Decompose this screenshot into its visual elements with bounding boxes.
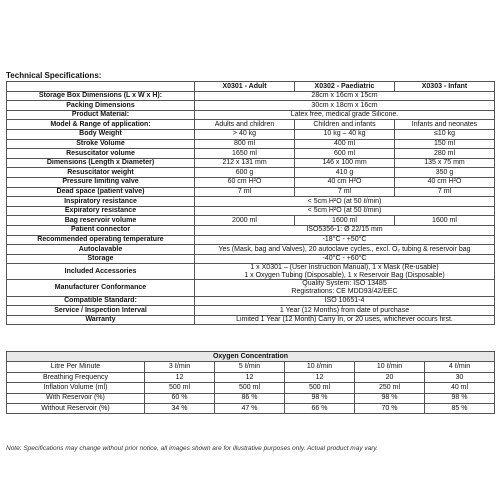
oxygen-header: 3 ℓ/min	[145, 362, 215, 372]
oxygen-row	[7, 372, 495, 382]
spec-row	[7, 235, 495, 245]
spec-value-multiline	[195, 280, 495, 296]
oxygen-row	[7, 403, 495, 413]
oxygen-header: 4 ℓ/min	[425, 362, 495, 372]
oxygen-value: 98 %	[425, 393, 495, 403]
spec-value: ISO 10651-4	[195, 296, 495, 306]
spec-label: Warranty	[7, 315, 195, 325]
spec-value: 410 g	[295, 168, 395, 178]
model-header: X0301 - Adult	[195, 82, 295, 92]
spec-row	[7, 110, 495, 120]
oxygen-value: 98 %	[355, 393, 425, 403]
spec-label: Body Weight	[7, 129, 195, 139]
spec-value: 10 kg – 40 kg	[295, 129, 395, 139]
model-header: X0302 - Paediatric	[295, 82, 395, 92]
spec-label: Manufacturer Conformance	[7, 280, 195, 296]
spec-label: Dead space (patient valve)	[7, 187, 195, 197]
spec-row	[7, 197, 495, 207]
spec-value: 1600 ml	[395, 216, 495, 226]
spec-value: 212 x 131 mm	[195, 158, 295, 168]
spec-row	[7, 91, 495, 101]
oxygen-value: 20	[355, 372, 425, 382]
spec-label: Product Material:	[7, 110, 195, 120]
spec-value: 7 ml	[195, 187, 295, 197]
oxygen-label: Inflation Volume (ml)	[7, 383, 145, 393]
spec-label: Stroke Volume	[7, 139, 195, 149]
oxygen-row	[7, 383, 495, 393]
spec-value: 7 ml	[395, 187, 495, 197]
oxygen-value: 30	[425, 372, 495, 382]
spec-value: 2000 ml	[195, 216, 295, 226]
spec-row	[7, 206, 495, 216]
oxygen-title: Oxygen Concentration	[7, 352, 495, 362]
spec-value: Infants and neonates	[395, 120, 495, 130]
spec-line: 1 x X0301 – (User Instruction Manual), 1 x Mask (Re-usable)	[250, 264, 439, 272]
spec-row	[7, 245, 495, 255]
spec-label: Storage Box Dimensions (L x W x H):	[7, 91, 195, 101]
spec-table	[6, 81, 495, 325]
spec-value: ISO5356-1: Ø 22/15 mm	[195, 225, 495, 235]
spec-row	[7, 187, 495, 197]
spec-row	[7, 216, 495, 226]
spec-value: 1 Year (12 Months) from date of purchase	[195, 306, 495, 316]
spec-value: 30cm x 18cm x 16cm	[195, 101, 495, 111]
oxygen-value: 85 %	[425, 403, 495, 413]
spec-line: 1 x Oxygen Tubing (Disposable), 1 x Reservoir Bag (Disposable)	[244, 271, 445, 279]
spec-row-standard	[7, 296, 495, 306]
spec-row	[7, 168, 495, 178]
spec-value: 800 ml	[195, 139, 295, 149]
spec-row-warranty	[7, 315, 495, 325]
spec-value: ≤10 kg	[395, 129, 495, 139]
oxygen-header: 10 ℓ/min	[355, 362, 425, 372]
spec-value: 135 x 75 mm	[395, 158, 495, 168]
spec-value: Latex free, medical grade Silicone.	[195, 110, 495, 120]
spec-value: Children and infants	[295, 120, 395, 130]
oxygen-value: 86 %	[215, 393, 285, 403]
spec-value: 280 ml	[395, 149, 495, 159]
spec-label: Resuscitator volume	[7, 149, 195, 159]
spec-line: Registrations: CE MDD93/42/EEC	[291, 288, 398, 296]
spec-value: 600 ml	[295, 149, 395, 159]
spec-value: 150 ml	[395, 139, 495, 149]
spec-row	[7, 101, 495, 111]
oxygen-value: 98 %	[285, 393, 355, 403]
spec-label: Included Accessories	[7, 264, 195, 280]
spec-label: Resuscitator weight	[7, 168, 195, 178]
spec-value: Yes (Mask, bag and Valves), 20 autoclave cycles., excl. O₂ tubing & reservoir bag	[195, 245, 495, 255]
oxygen-value: 500 ml	[145, 383, 215, 393]
spec-value: 350 g	[395, 168, 495, 178]
spec-label: Model & Range of application:	[7, 120, 195, 130]
spec-value: 600 g	[195, 168, 295, 178]
spec-value: < 5cm H²O (at 50 ℓ/min)	[195, 197, 495, 207]
spec-label: Expiratory resistance	[7, 206, 195, 216]
oxygen-row	[7, 393, 495, 403]
spec-row	[7, 254, 495, 264]
spec-value: 40 cm H²O	[395, 177, 495, 187]
spec-value: 40 cm H²O	[295, 177, 395, 187]
spec-label: Service / Inspection Interval	[7, 306, 195, 316]
spec-value: -18°C - +50°C	[195, 235, 495, 245]
spec-value: 28cm x 16cm x 15cm	[195, 91, 495, 101]
spec-label: Recommended operating temperature	[7, 235, 195, 245]
spec-value: 60 cm H²O	[195, 177, 295, 187]
oxygen-value: 40 ml	[425, 383, 495, 393]
oxygen-label: Without Reservoir (%)	[7, 403, 145, 413]
spec-line: Quality System: ISO 13485	[302, 280, 387, 288]
spec-row	[7, 139, 495, 149]
spec-row	[7, 177, 495, 187]
spec-label: Autoclavable	[7, 245, 195, 255]
spec-label: Pressure limiting valve	[7, 177, 195, 187]
spec-value: Limited 1 Year (12 Month) Carry In, or 20 uses, whichever occurs first.	[195, 315, 495, 325]
oxygen-value: 12	[145, 372, 215, 382]
spec-row	[7, 129, 495, 139]
oxygen-value: 47 %	[215, 403, 285, 413]
header-corner	[7, 82, 195, 92]
oxygen-value: 12	[285, 372, 355, 382]
spec-label: Compatible Standard:	[7, 296, 195, 306]
oxygen-value: 34 %	[145, 403, 215, 413]
spec-label: Inspiratory resistance	[7, 197, 195, 207]
spec-label: Packing Dimensions	[7, 101, 195, 111]
spec-label: Bag reservoir volume	[7, 216, 195, 226]
oxygen-value: 250 ml	[355, 383, 425, 393]
oxygen-table	[6, 351, 495, 414]
spec-row	[7, 158, 495, 168]
oxygen-value: 66 %	[285, 403, 355, 413]
spec-value: -40°C - +60°C	[195, 254, 495, 264]
spec-row	[7, 225, 495, 235]
spec-value: < 5cm H²O (at 50 ℓ/min)	[195, 206, 495, 216]
section-title: Technical Specifications:	[6, 71, 102, 80]
oxygen-value: 500 ml	[215, 383, 285, 393]
oxygen-header: 5 ℓ/min	[215, 362, 285, 372]
spec-row-manufacturer	[7, 280, 495, 296]
oxygen-value: 70 %	[355, 403, 425, 413]
spec-label: Storage	[7, 254, 195, 264]
spec-value-multiline	[195, 264, 495, 280]
spec-value: 1650 ml	[195, 149, 295, 159]
spec-label: Patient connector	[7, 225, 195, 235]
oxygen-value: 500 ml	[285, 383, 355, 393]
spec-value: 146 x 100 mm	[295, 158, 395, 168]
spec-row-included_accessories	[7, 264, 495, 280]
oxygen-value: 60 %	[145, 393, 215, 403]
spec-value: Adults and children	[195, 120, 295, 130]
model-header: X0303 - Infant	[395, 82, 495, 92]
oxygen-value: 12	[215, 372, 285, 382]
oxygen-title-row	[7, 352, 495, 362]
spec-row	[7, 149, 495, 159]
spec-value: 1600 ml	[295, 216, 395, 226]
spec-value: > 40 kg	[195, 129, 295, 139]
oxygen-header: Litre Per Minute	[7, 362, 145, 372]
spec-value: 7 ml	[295, 187, 395, 197]
footnote: Note: Specifications may change without prior notice, all images shown are for illustrative purposes only. Actual product may vary.	[6, 445, 378, 452]
oxygen-header: 10 ℓ/min	[285, 362, 355, 372]
oxygen-header-row	[7, 362, 495, 372]
oxygen-label: With Reservoir (%)	[7, 393, 145, 403]
spec-row-service	[7, 306, 495, 316]
oxygen-label: Breathing Frequency	[7, 372, 145, 382]
spec-value: 400 ml	[295, 139, 395, 149]
spec-row	[7, 120, 495, 130]
spec-label: Dimensions (Length x Diameter)	[7, 158, 195, 168]
spec-header-row	[7, 82, 495, 92]
